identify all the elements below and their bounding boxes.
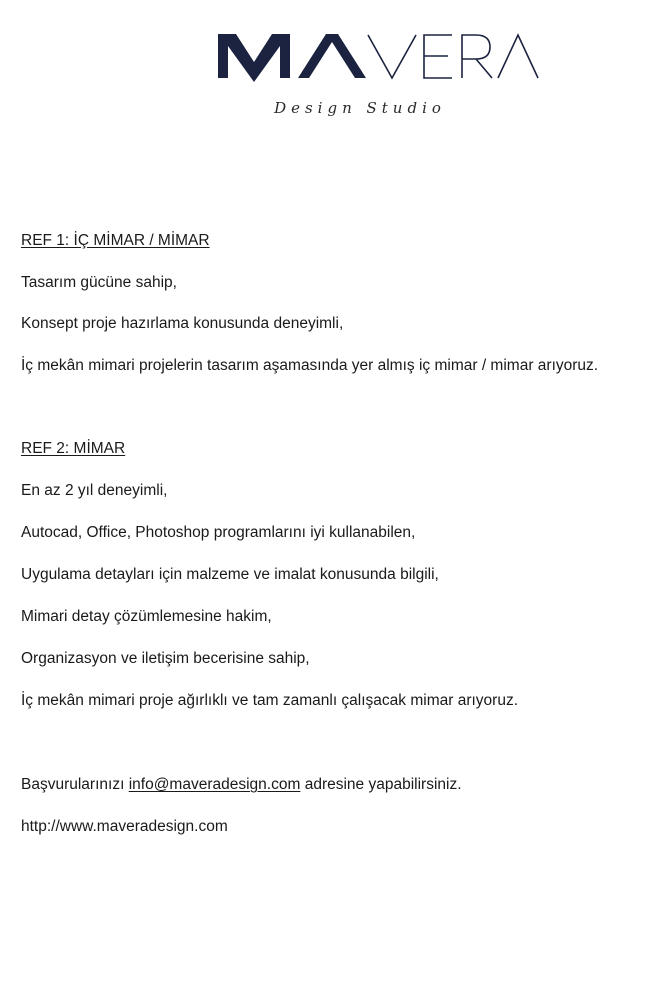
ref2-line: En az 2 yıl deneyimli, (21, 482, 168, 499)
ref2-line: İç mekân mimari proje ağırlıklı ve tam zamanlı çalışacak mimar arıyoruz. (21, 692, 518, 709)
logo-tagline: Design Studio (274, 99, 446, 117)
job-posting (21, 230, 661, 837)
ref1-line: Konsept proje hazırlama konusunda deneyimli, (21, 315, 344, 332)
ref1-line: Tasarım gücüne sahip, (21, 274, 177, 291)
mavera-logo-mark (0, 0, 666, 130)
logo-letter-m (218, 34, 290, 82)
contact-suffix: adresine yapabilirsiniz. (304, 776, 462, 793)
ref1-line: İç mekân mimari projelerin tasarım aşamasında yer almış iç mimar / mimar arıyoruz. (21, 357, 599, 374)
logo-letter-e (424, 35, 452, 78)
ref2-line: Organizasyon ve iletişim becerisine sahip, (21, 650, 310, 667)
logo-letter-r (462, 35, 492, 78)
contact-line (21, 774, 661, 795)
brand-logo (0, 0, 666, 130)
logo-letter-a2 (498, 35, 538, 78)
ref1-heading: REF 1: İÇ MİMAR / MİMAR (21, 232, 210, 249)
ref2-line: Mimari detay çözümlemesine hakim, (21, 608, 272, 625)
logo-letter-a (298, 34, 366, 78)
contact-prefix: Başvurularınızı (21, 776, 125, 793)
ref2-line: Uygulama detayları için malzeme ve imalat konusunda bilgili, (21, 566, 439, 583)
ref2-line: Autocad, Office, Photoshop programlarını iyi kullanabilen, (21, 524, 416, 541)
logo-letter-v (368, 35, 416, 78)
website-text: http://www.maveradesign.com (21, 818, 228, 835)
contact-email-link[interactable]: info@maveradesign.com (128, 776, 301, 793)
ref2-heading: REF 2: MİMAR (21, 440, 126, 457)
